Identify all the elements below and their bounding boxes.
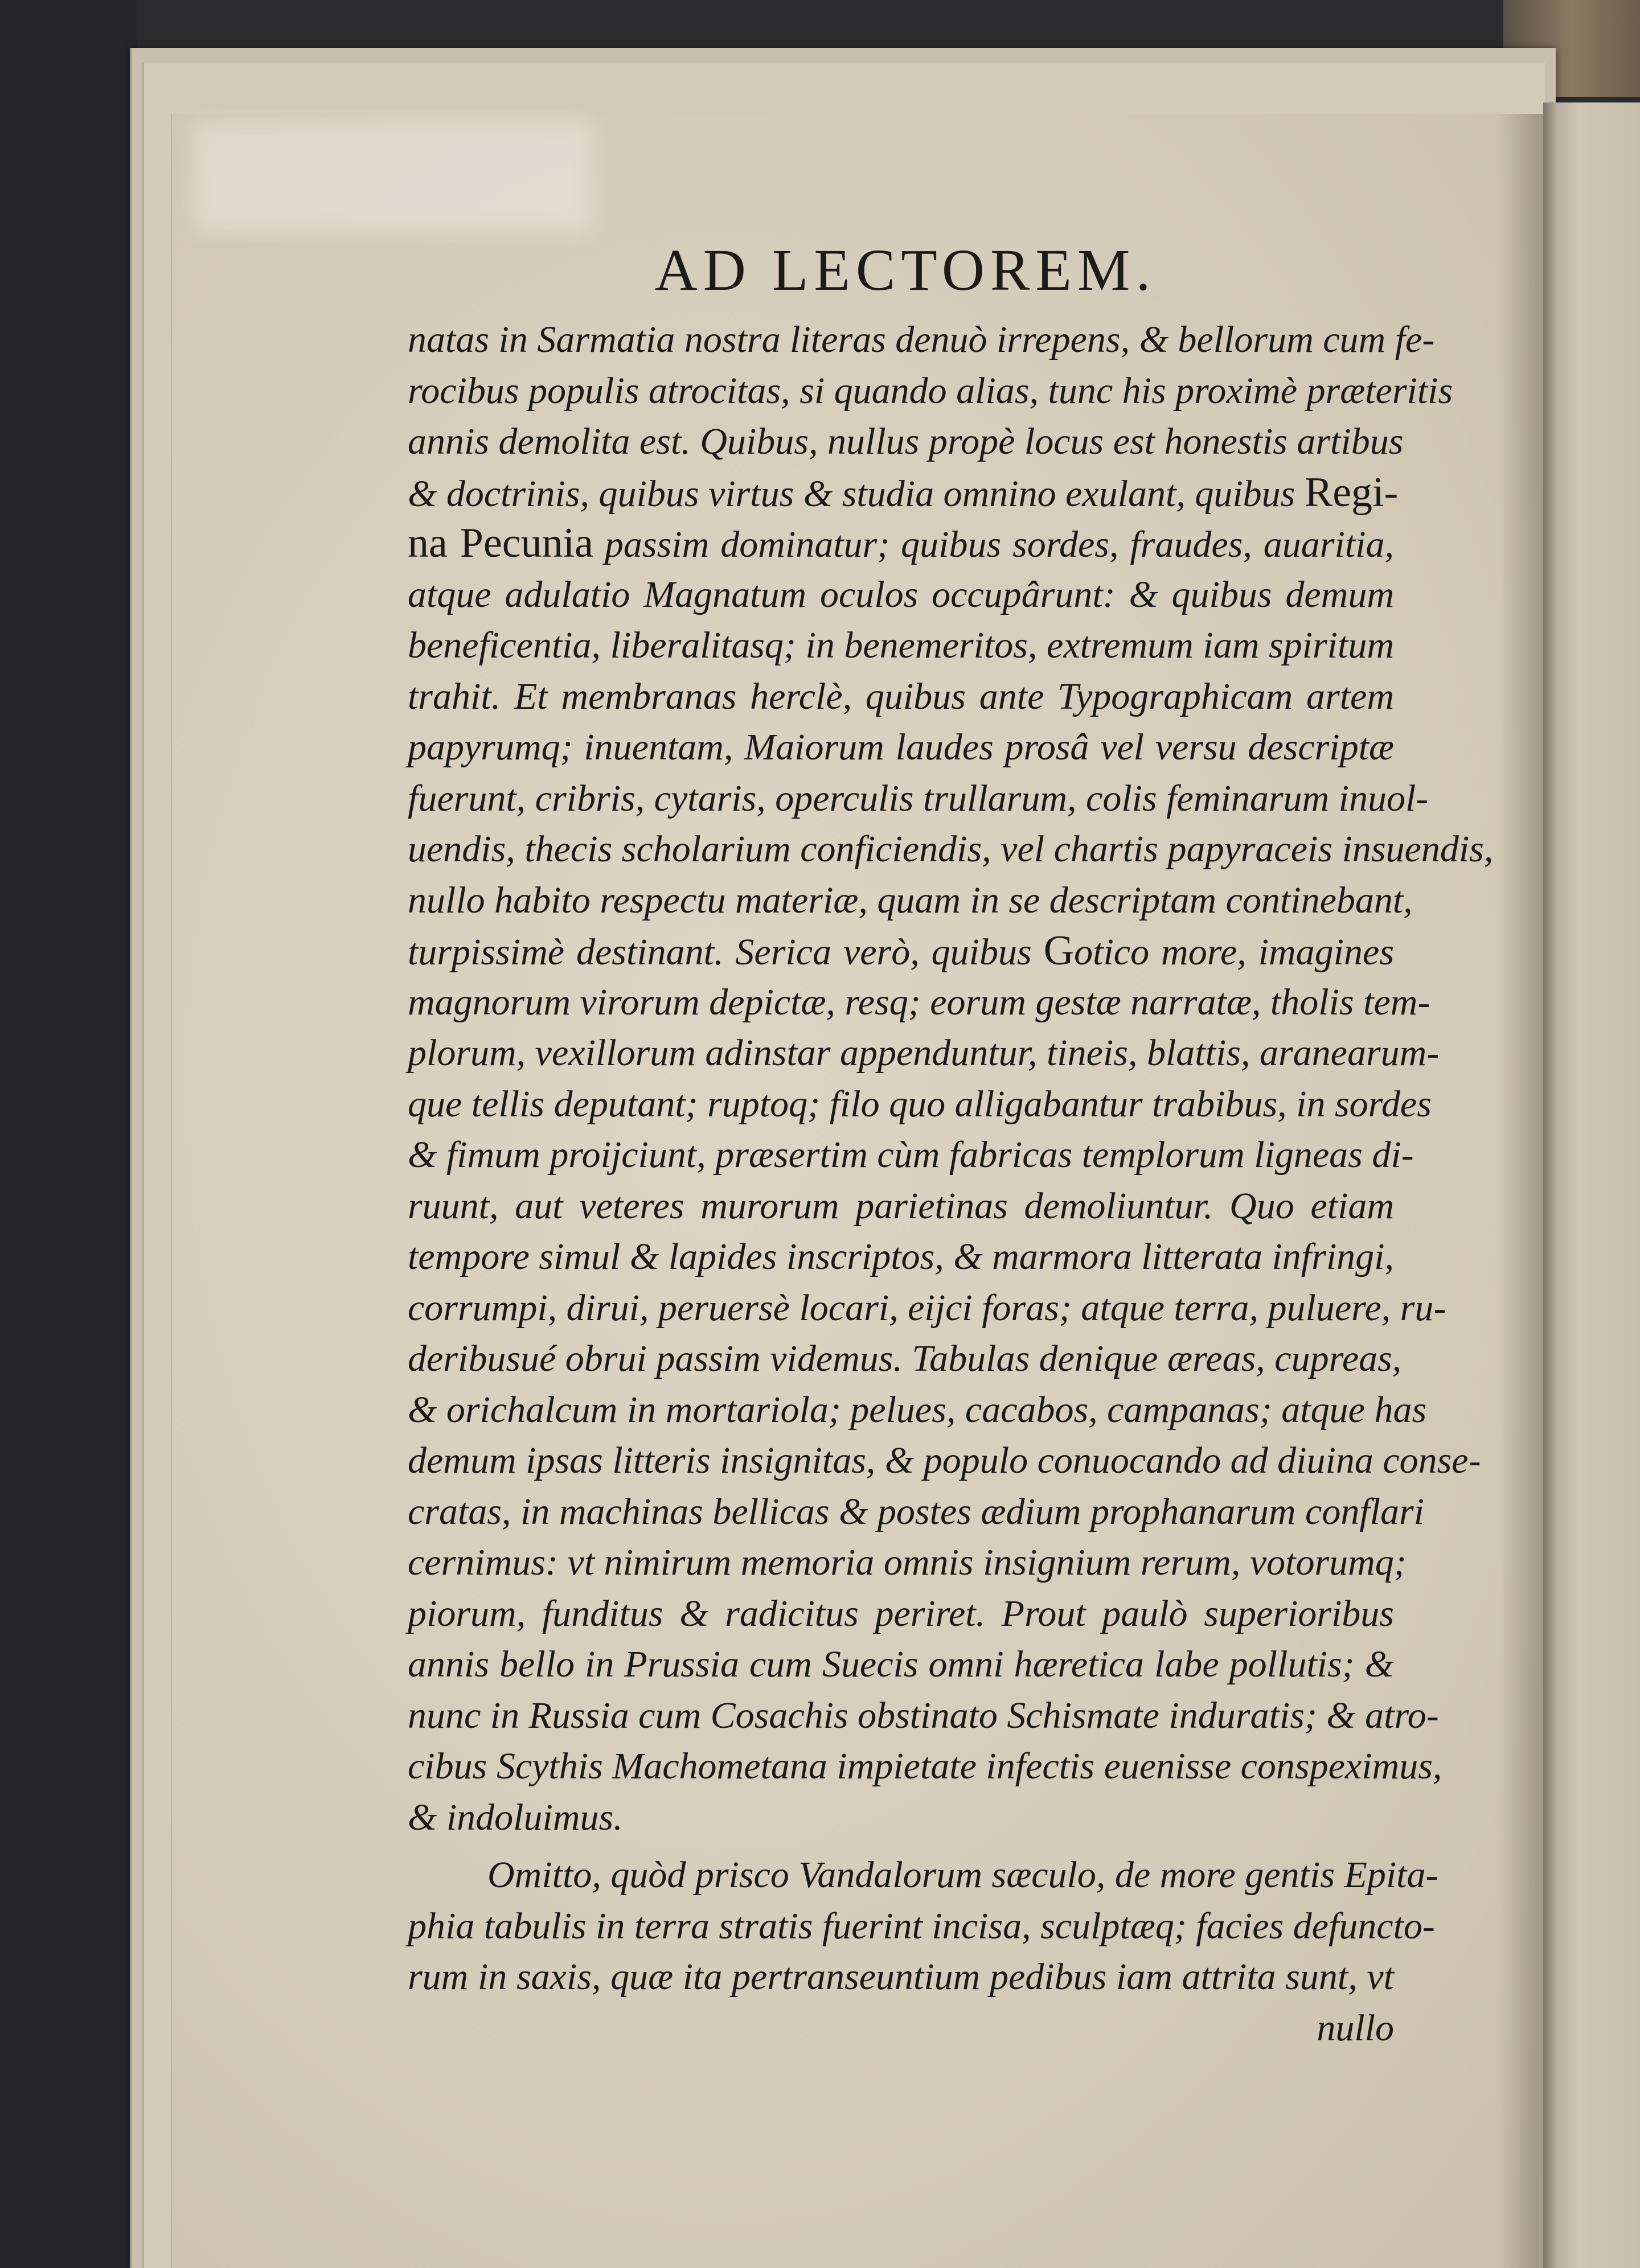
italic-text: otico more, imagines bbox=[1074, 931, 1394, 973]
text-line bbox=[408, 1435, 1481, 1486]
page-heading: AD LECTOREM. bbox=[654, 237, 1157, 303]
italic-text: nullo bbox=[1317, 2007, 1394, 2049]
text-line bbox=[408, 2003, 1394, 2054]
roman-text: Regi- bbox=[1304, 469, 1399, 516]
text-line bbox=[408, 773, 1429, 824]
italic-text: & orichalcum in mortariola; pelues, cacabos, campanas; atque has bbox=[408, 1388, 1427, 1431]
italic-text: plorum, vexillorum adinstar appenduntur, tineis, blattis, aranearum- bbox=[408, 1032, 1440, 1074]
italic-text: cernimus: vt nimirum memoria omnis insignium rerum, votorumq; bbox=[408, 1542, 1407, 1583]
text-line bbox=[408, 467, 1399, 519]
text-line bbox=[408, 314, 1435, 365]
paper-stain bbox=[194, 122, 592, 231]
italic-text: turpissimè destinant. Serica verò, quibus bbox=[408, 931, 1044, 973]
italic-text: cibus Scythis Machometana impietate infectis euenisse conspeximus, bbox=[408, 1745, 1442, 1787]
text-line bbox=[408, 1028, 1440, 1079]
text-line bbox=[408, 1486, 1425, 1538]
italic-text: fuerunt, cribris, cytaris, operculis trullarum, colis feminarum inuol- bbox=[408, 777, 1429, 819]
italic-text: & doctrinis, quibus virtus & studia omnino exulant, quibus bbox=[408, 472, 1305, 515]
paragraph-gap bbox=[408, 1843, 1394, 1850]
text-line bbox=[408, 875, 1413, 926]
text-line bbox=[408, 1333, 1402, 1384]
italic-text: tempore simul & lapides inscriptos, & marmora litterata infringi, bbox=[408, 1236, 1394, 1277]
italic-text: magnorum virorum depictæ, resq; eorum gestæ narratæ, tholis tem- bbox=[408, 981, 1430, 1023]
text-line bbox=[408, 1951, 1394, 2003]
text-line bbox=[408, 1901, 1435, 1952]
text-line bbox=[408, 671, 1394, 722]
text-line bbox=[408, 1231, 1394, 1283]
text-line bbox=[408, 1283, 1446, 1334]
background-left bbox=[0, 0, 137, 2268]
italic-text: cratas, in machinas bellicas & postes ædium prophanarum conflari bbox=[408, 1490, 1425, 1532]
italic-text: rocibus populis atrocitas, si quando alias, tunc his proximè præteritis bbox=[408, 369, 1453, 412]
body-text bbox=[408, 314, 1494, 2053]
italic-text: que tellis deputant; ruptoq; filo quo alligabantur trabibus, in sordes bbox=[408, 1083, 1432, 1125]
italic-text: Omitto, quòd prisco Vandalorum sæculo, de more gentis Epita- bbox=[487, 1854, 1438, 1896]
italic-text: natas in Sarmatia nostra literas denuò irrepens, & bellorum cum fe- bbox=[408, 319, 1435, 360]
italic-text: rum in saxis, quæ ita pertranseuntium pedibus iam attrita sunt, vt bbox=[408, 1956, 1394, 1998]
text-line bbox=[408, 1639, 1394, 1690]
text-line bbox=[408, 1079, 1432, 1130]
roman-text: G bbox=[1043, 927, 1075, 974]
text-line bbox=[408, 926, 1394, 977]
italic-text: nullo habito respectu materiæ, quam in se descriptam continebant, bbox=[408, 879, 1413, 921]
italic-text: deribusué obrui passim videmus. Tabulas denique æreas, cupreas, bbox=[408, 1338, 1402, 1379]
text-line bbox=[408, 1384, 1427, 1436]
roman-text: na Pecunia bbox=[408, 520, 594, 566]
italic-text: ruunt, aut veteres murorum parietinas demoliuntur. Quo etiam bbox=[408, 1185, 1394, 1227]
italic-text: piorum, funditus & radicitus periret. Prout paulò superioribus bbox=[408, 1592, 1394, 1634]
text-line bbox=[408, 518, 1394, 569]
italic-text: phia tabulis in terra stratis fuerint incisa, sculptæq; facies defuncto- bbox=[408, 1905, 1435, 1947]
facing-page-edge bbox=[1543, 102, 1640, 2268]
italic-text: & fimum proijciunt, præsertim cùm fabricas templorum ligneas di- bbox=[408, 1134, 1414, 1176]
italic-text: papyrumq; inuentam, Maiorum laudes prosâ vel versu descriptæ bbox=[408, 726, 1394, 768]
italic-text: atque adulatio Magnatum oculos occupârunt: & quibus demum bbox=[408, 573, 1394, 615]
text-line bbox=[408, 1850, 1438, 1901]
text-line bbox=[408, 569, 1394, 621]
text-line bbox=[408, 620, 1394, 671]
text-line bbox=[408, 1181, 1394, 1232]
italic-text: beneficentia, liberalitasq; in benemeritos, extremum iam spiritum bbox=[408, 624, 1394, 666]
italic-text: & indoluimus. bbox=[408, 1796, 623, 1838]
text-line bbox=[408, 722, 1394, 773]
gutter-shadow bbox=[1498, 114, 1543, 2268]
text-line bbox=[408, 1129, 1414, 1181]
text-line bbox=[408, 416, 1404, 467]
text-line bbox=[408, 824, 1494, 875]
text-line bbox=[408, 1588, 1394, 1640]
italic-text: annis demolita est. Quibus, nullus propè locus est honestis artibus bbox=[408, 421, 1404, 462]
italic-text: uendis, thecis scholarium conficiendis, vel chartis papyraceis insuendis, bbox=[408, 828, 1494, 870]
italic-text: corrumpi, dirui, peruersè locari, eijci foras; atque terra, puluere, ru- bbox=[408, 1287, 1446, 1329]
italic-text: nunc in Russia cum Cosachis obstinato Schismate induratis; & atro- bbox=[408, 1694, 1439, 1736]
italic-text: annis bello in Prussia cum Suecis omni hæretica labe pollutis; & bbox=[408, 1644, 1394, 1685]
text-line bbox=[408, 365, 1453, 417]
italic-text: trahit. Et membranas herclè, quibus ante Typographicam artem bbox=[408, 675, 1394, 717]
italic-text: demum ipsas litteris insignitas, & populo conuocando ad diuina conse- bbox=[408, 1440, 1481, 1481]
text-line bbox=[408, 977, 1430, 1028]
italic-text: passim dominatur; quibus sordes, fraudes, auaritia, bbox=[593, 524, 1395, 565]
text-line bbox=[408, 1690, 1439, 1741]
text-line bbox=[408, 1537, 1407, 1588]
text-line bbox=[408, 1792, 1394, 1843]
text-line bbox=[408, 1741, 1442, 1792]
